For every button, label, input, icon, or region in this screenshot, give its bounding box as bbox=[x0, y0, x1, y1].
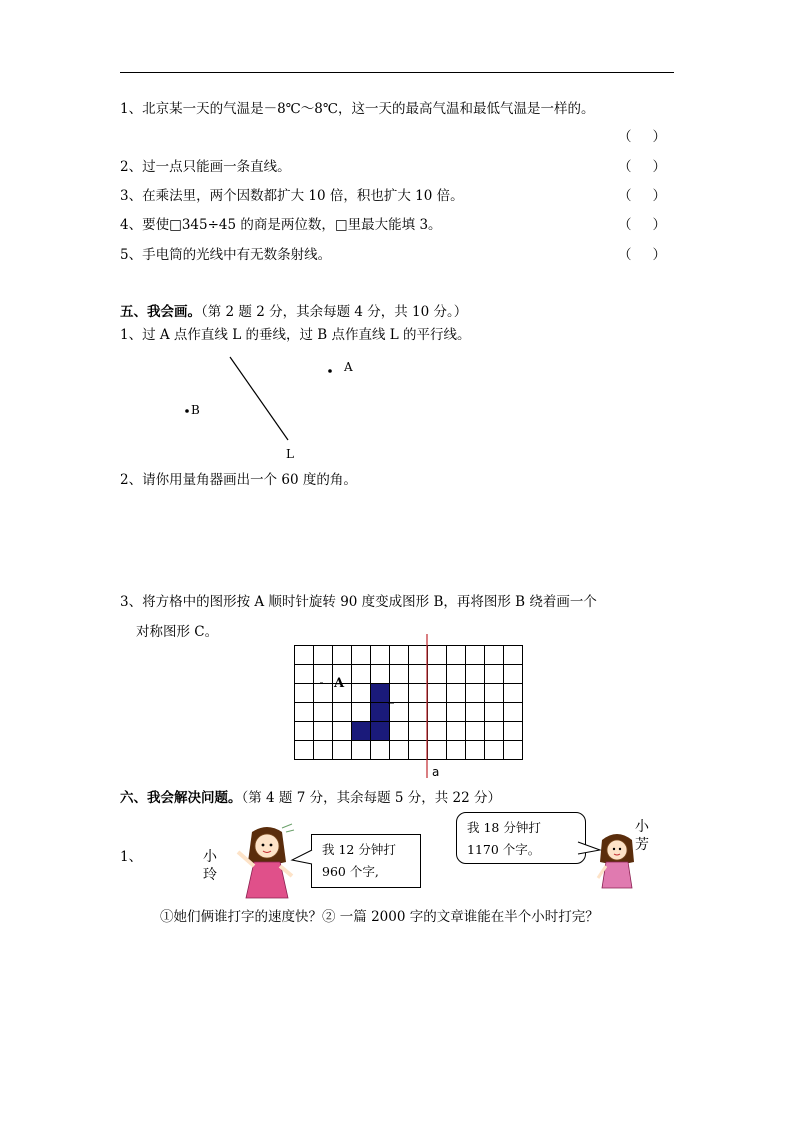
section5-q2: 2、请你用量角器画出一个 60 度的角。 bbox=[120, 472, 357, 488]
answer-paren-2[interactable]: （ ） bbox=[618, 159, 666, 175]
speech-bubble-xiaoling: 我 12 分钟打 960 个字, bbox=[311, 834, 421, 888]
bubble1-tail bbox=[290, 848, 314, 868]
section6-heading: 六、我会解决问题。 bbox=[120, 790, 242, 806]
answer-paren-1[interactable]: （ ） bbox=[618, 129, 666, 145]
judge-item-3: 3、在乘法里，两个因数都扩大 10 倍，积也扩大 10 倍。 bbox=[120, 188, 464, 204]
judge-item-2: 2、过一点只能画一条直线。 bbox=[120, 159, 291, 175]
point-b-label: B bbox=[191, 403, 200, 417]
point-a-label: A bbox=[344, 360, 353, 374]
answer-paren-5[interactable]: （ ） bbox=[618, 247, 666, 263]
section5-q3-line1: 3、将方格中的图形按 A 顺时针旋转 90 度变成图形 B，再将图形 B 绕着画一个 bbox=[120, 594, 597, 610]
section6-q1-num: 1、 bbox=[120, 849, 143, 865]
section6-heading-line bbox=[120, 786, 501, 806]
judge-item-1: 1、北京某一天的气温是－8℃～8℃，这一天的最高气温和最低气温是一样的。 bbox=[120, 101, 595, 117]
section5-q1: 1、过 A 点作直线 L 的垂线，过 B 点作直线 L 的平行线。 bbox=[120, 327, 471, 343]
girl1-name: 小玲 bbox=[203, 849, 217, 883]
speech-bubble-xiaofang: 我 18 分钟打 1170 个字。 bbox=[456, 812, 586, 864]
section5-note: （第 2 题 2 分，其余每题 4 分，共 10 分。） bbox=[201, 304, 468, 320]
answer-paren-4[interactable]: （ ） bbox=[618, 217, 666, 233]
grid-point-a-label: A bbox=[334, 676, 345, 691]
judge-item-4: 4、要使□345÷45 的商是两位数，□里最大能填 3。 bbox=[120, 217, 442, 233]
answer-paren-3[interactable]: （ ） bbox=[618, 188, 666, 204]
section5-heading: 五、我会画。 bbox=[120, 304, 201, 320]
section5-q3-line2: 对称图形 C。 bbox=[136, 624, 219, 640]
axis-label: a bbox=[432, 765, 440, 779]
girl-xiaofang-illustration bbox=[592, 828, 642, 890]
line-l-label: L bbox=[286, 447, 294, 461]
girl2-name: 小芳 bbox=[635, 819, 649, 853]
judge-item-5: 5、手电筒的光线中有无数条射线。 bbox=[120, 247, 332, 263]
section6-note: （第 4 题 7 分，其余每题 5 分，共 22 分） bbox=[241, 790, 502, 806]
section6-q1-question: ①她们俩谁打字的速度快？② 一篇 2000 字的文章谁能在半个小时打完？ bbox=[160, 909, 599, 925]
